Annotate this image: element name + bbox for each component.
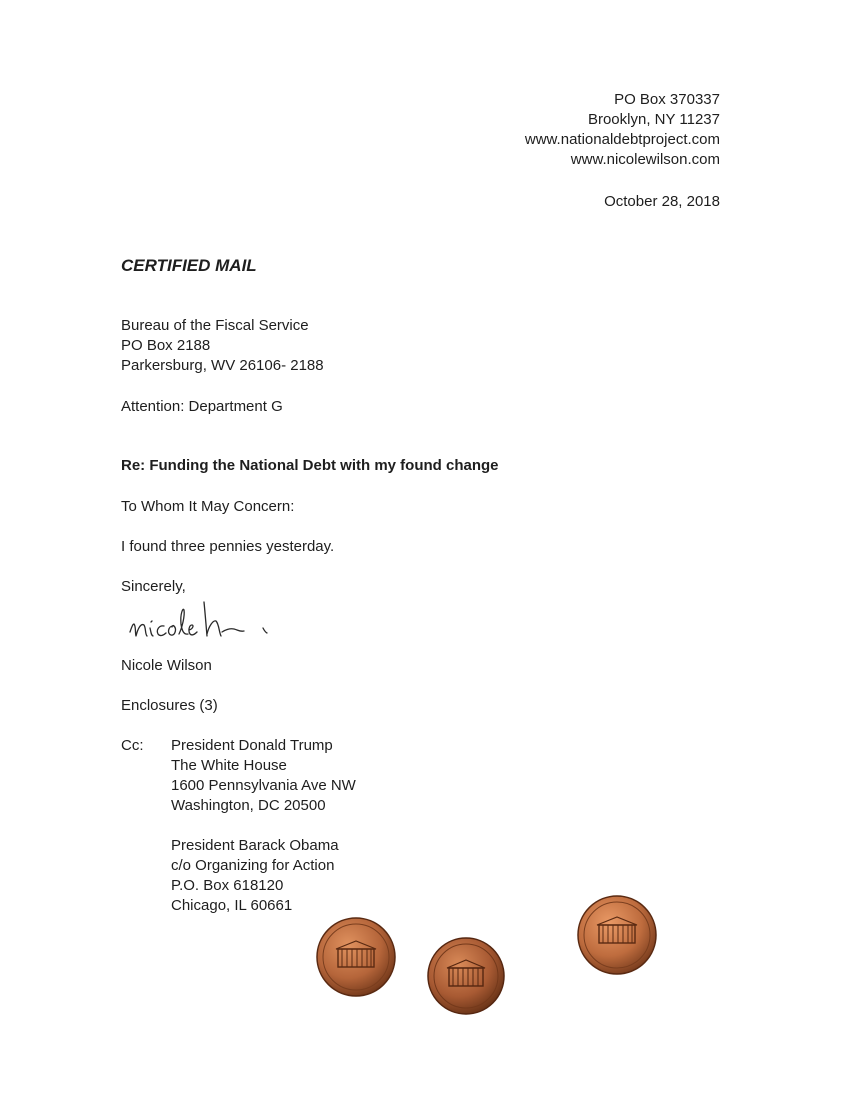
recipient-address <box>121 316 324 376</box>
cc-recipient-line: c/o Organizing for Action <box>171 857 335 874</box>
cc-recipient-1 <box>171 736 356 816</box>
cc-label: Cc: <box>121 737 144 754</box>
cc-recipient-line: P.O. Box 618120 <box>171 877 284 894</box>
penny-icon <box>575 893 659 977</box>
attention-line: Attention: Department G <box>121 398 283 415</box>
sender-address <box>525 90 720 170</box>
enclosures-note: Enclosures (3) <box>121 697 218 714</box>
signer-name: Nicole Wilson <box>121 657 212 674</box>
recipient-address-line1: PO Box 2188 <box>121 337 211 354</box>
sender-website2: www.nicolewilson.com <box>570 151 720 168</box>
sender-website1: www.nationaldebtproject.com <box>524 131 720 148</box>
sender-address-line2: Brooklyn, NY 11237 <box>587 111 720 128</box>
cc-recipient-line: 1600 Pennsylvania Ave NW <box>171 777 356 794</box>
cc-recipient-line: President Barack Obama <box>171 837 339 854</box>
cc-recipient-line: President Donald Trump <box>171 737 333 754</box>
mail-type-heading: CERTIFIED MAIL <box>121 256 257 275</box>
penny-icon <box>314 915 398 999</box>
recipient-address-line2: Parkersburg, WV 26106- 2188 <box>121 357 324 374</box>
cc-recipient-2 <box>171 836 339 916</box>
subject-line: Re: Funding the National Debt with my found change <box>121 457 499 474</box>
cc-recipient-line: The White House <box>171 757 287 774</box>
letter-body: I found three pennies yesterday. <box>121 538 335 555</box>
cc-recipient-line: Chicago, IL 60661 <box>171 897 293 914</box>
sender-address-line1: PO Box 370337 <box>614 91 720 108</box>
recipient-name: Bureau of the Fiscal Service <box>121 317 309 334</box>
closing: Sincerely, <box>121 578 186 595</box>
cc-recipient-line: Washington, DC 20500 <box>171 797 326 814</box>
penny-icon <box>425 935 507 1017</box>
handwritten-signature <box>126 596 306 648</box>
salutation: To Whom It May Concern: <box>121 498 295 515</box>
letter-date: October 28, 2018 <box>604 193 720 210</box>
